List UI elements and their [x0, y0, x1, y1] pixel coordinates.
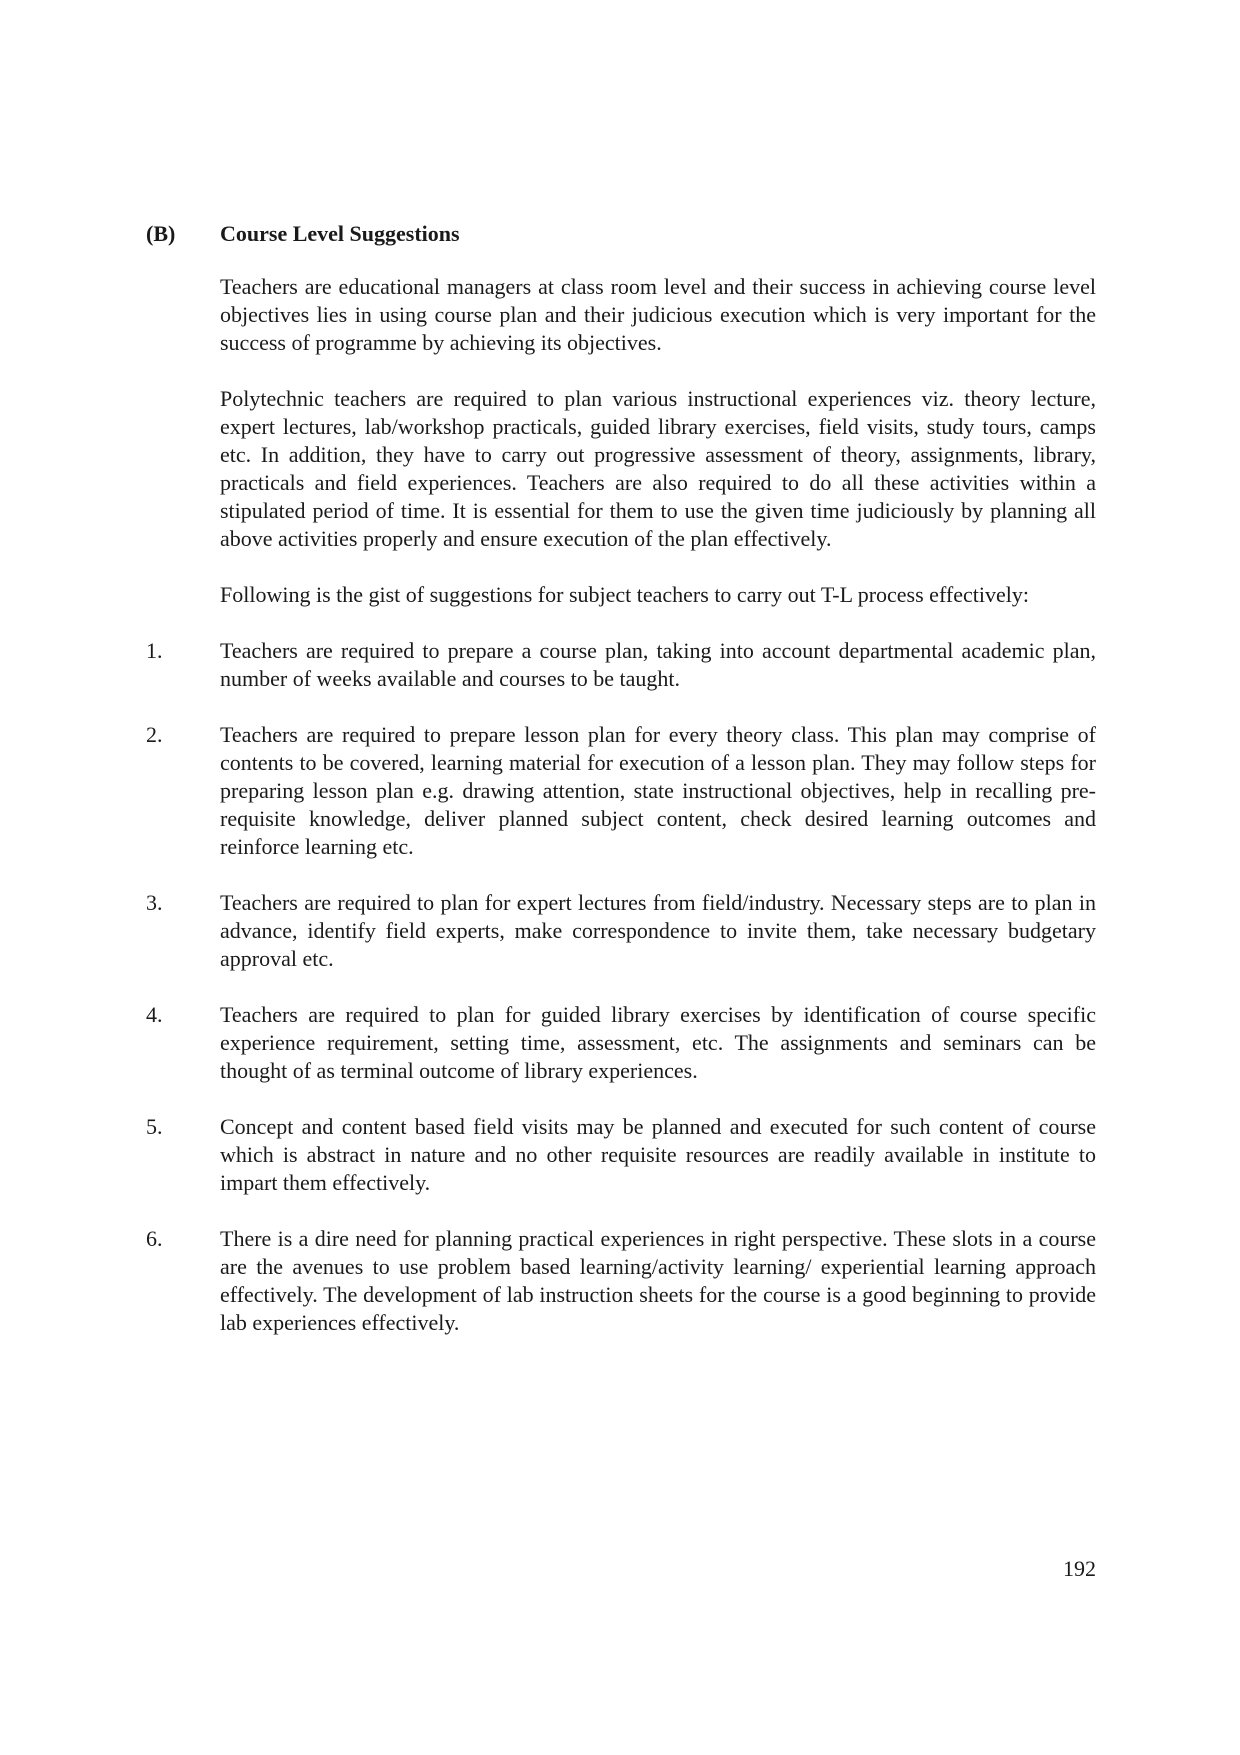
list-item-number: 3. [146, 890, 163, 915]
list-item-number: 4. [146, 1002, 163, 1027]
list-item [146, 637, 1096, 693]
section-title: Course Level Suggestions [220, 221, 460, 246]
page-number: 192 [1063, 1556, 1096, 1581]
intro-paragraph-3: Following is the gist of suggestions for subject teachers to carry out T-L process effectively: [220, 582, 1029, 607]
intro-paragraph-2: Polytechnic teachers are required to plan various instructional experiences viz. theory lecture, expert lectures, lab/workshop practicals, guided library exercises, field visits, study tours, camps etc. In addition, they have to carry out progressive assessment of theory, assignments, library, practicals and field experiences. Teachers are also required to do all these activities within a stipulated period of time. It is essential for them to use the given time judiciously by planning all above activities properly and ensure execution of the plan effectively. [220, 386, 1096, 551]
list-item [146, 1225, 1096, 1337]
list-item-number: 1. [146, 638, 163, 663]
list-item-text: Teachers are required to plan for guided library exercises by identification of course specific experience requirement, setting time, assessment, etc. The assignments and seminars can be thought of as terminal outcome of library experiences. [220, 1002, 1096, 1083]
list-item-text: Teachers are required to prepare a course plan, taking into account departmental academic plan, number of weeks available and courses to be taught. [220, 638, 1096, 691]
list-item-number: 5. [146, 1114, 163, 1139]
list-item [146, 1113, 1096, 1197]
list-item-text: Teachers are required to plan for expert lectures from field/industry. Necessary steps are to plan in advance, identify field experts, make correspondence to invite them, take necessary budgetary approval etc. [220, 890, 1096, 971]
section-marker: (B) [146, 221, 176, 246]
suggestion-list [146, 637, 1096, 1337]
list-item-text: There is a dire need for planning practical experiences in right perspective. These slots in a course are the avenues to use problem based learning/activity learning/ experiential learning approach effectively. The development of lab instruction sheets for the course is a good beginning to provide lab experiences effectively. [220, 1226, 1096, 1335]
list-item-number: 6. [146, 1226, 163, 1251]
list-item-text: Concept and content based field visits may be planned and executed for such content of course which is abstract in nature and no other requisite resources are readily available in institute to impart them effectively. [220, 1114, 1096, 1195]
list-item-number: 2. [146, 722, 163, 747]
section-body [146, 273, 1096, 1365]
list-item [146, 1001, 1096, 1085]
list-item-text: Teachers are required to prepare lesson plan for every theory class. This plan may comprise of contents to be covered, learning material for execution of a lesson plan. They may follow steps for preparing lesson plan e.g. drawing attention, state instructional objectives, help in recalling pre-requisite knowledge, deliver planned subject content, check desired learning outcomes and reinforce learning etc. [220, 722, 1096, 859]
intro-paragraph-1: Teachers are educational managers at class room level and their success in achieving course level objectives lies in using course plan and their judicious execution which is very important for the success of programme by achieving its objectives. [220, 274, 1096, 355]
list-item [146, 889, 1096, 973]
list-item [146, 721, 1096, 861]
